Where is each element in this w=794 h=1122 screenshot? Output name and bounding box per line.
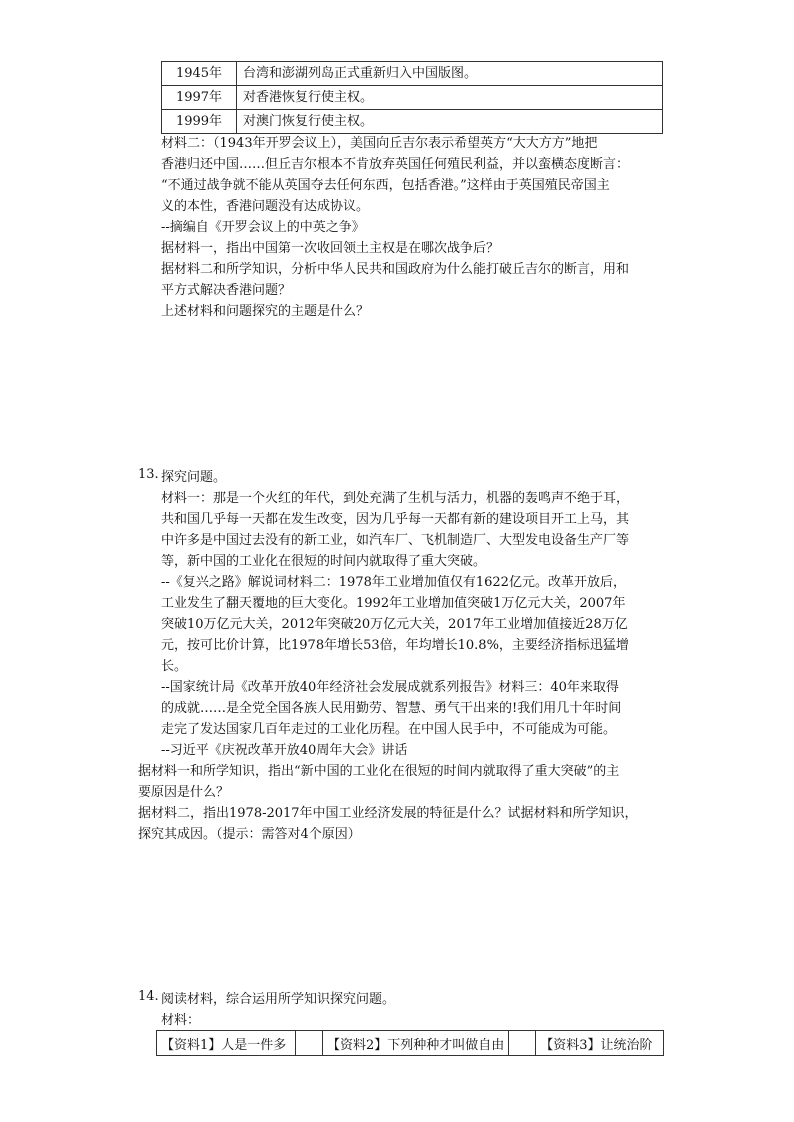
source-citation: --摘编自《开罗会议上的中英之争》 — [161, 220, 365, 235]
question-text: 要原因是什么？ — [138, 785, 230, 800]
text-line: 等，新中国的工业化在很短的时间内就取得了重大突破。 — [161, 554, 487, 569]
material-label: 材料： — [161, 1013, 201, 1028]
question-text: 据材料二，指出1978-2017年中国工业经济发展的特征是什么？试据材料和所学知识， — [138, 806, 638, 821]
question-text: 据材料一和所学知识，指出“新中国的工业化在很短的时间内就取得了重大突破”的主 — [138, 764, 620, 779]
resource-cell: 【资料2】下列种种才叫做自由 — [323, 1031, 509, 1056]
question-title: 探究问题。 — [161, 470, 227, 485]
question-13-prompts — [138, 761, 668, 845]
spacer-cell — [509, 1031, 536, 1056]
table-row — [162, 62, 663, 86]
question-text: 据材料二和所学知识，分析中华人民共和国政府为什么能打破丘吉尔的断言，用和 — [161, 262, 630, 277]
text-line: 香港归还中国……但丘吉尔根本不肯放弃英国任何殖民利益，并以蛮横态度断言： — [161, 157, 630, 172]
question-12-material — [161, 133, 671, 322]
question-text: 探究其成因。（提示：需答对4个原因） — [138, 827, 361, 842]
event-description: 对澳门恢复行使主权。 — [237, 110, 663, 134]
table-row — [162, 110, 663, 134]
text-line: 的成就……是全党全国各族人民用勤劳、智慧、勇气干出来的!我们用几十年时间 — [161, 701, 622, 716]
text-line: 共和国几乎每一天都在发生改变，因为几乎每一天都有新的建设项目开工上马，其 — [161, 512, 630, 527]
event-year: 1999年 — [162, 110, 237, 134]
table-row — [162, 86, 663, 110]
text-line: --国家统计局《改革开放40年经济社会发展成就系列报告》材料三：40年来取得 — [161, 680, 619, 695]
source-citation: --习近平《庆祝改革开放40周年大会》讲话 — [161, 743, 408, 758]
spacer-cell — [296, 1031, 323, 1056]
question-text: 据材料一，指出中国第一次收回领土主权是在哪次战争后？ — [161, 241, 500, 256]
question-14-number: 14. — [138, 989, 159, 1004]
text-line: 中许多是中国过去没有的新工业，如汽车厂、飞机制造厂、大型发电设备生产厂等 — [161, 533, 630, 548]
question-13-number: 13. — [138, 467, 159, 482]
event-description: 台湾和澎湖列岛正式重新归入中国版图。 — [237, 62, 663, 86]
question-13 — [161, 467, 671, 761]
question-title: 阅读材料，综合运用所学知识探究问题。 — [161, 992, 396, 1007]
text-line: “不通过战争就不能从英国夺去任何东西，包括香港。”这样由于英国殖民帝国主 — [161, 178, 610, 193]
text-line: 工业发生了翻天覆地的巨大变化。1992年工业增加值突破1万亿元大关，2007年 — [161, 596, 626, 611]
event-year: 1997年 — [162, 86, 237, 110]
question-text: 上述材料和问题探究的主题是什么？ — [161, 304, 370, 319]
table-row — [157, 1031, 664, 1056]
text-line: 材料一：那是一个火红的年代，到处充满了生机与活力，机器的轰鸣声不绝于耳， — [161, 491, 630, 506]
event-year: 1945年 — [162, 62, 237, 86]
text-line: 义的本性，香港问题没有达成协议。 — [161, 199, 370, 214]
text-line: 长。 — [161, 659, 188, 674]
resource-cell: 【资料3】让统治阶 — [536, 1031, 664, 1056]
history-events-table — [161, 61, 663, 134]
text-line: --《复兴之路》解说词材料二：1978年工业增加值仅有1622亿元。改革开放后， — [161, 575, 626, 590]
question-14 — [161, 989, 671, 1031]
resource-cell: 【资料1】人是一件多 — [157, 1031, 296, 1056]
text-line: 突破10万亿元大关，2012年突破20万亿元大关，2017年工业增加值接近28万亿 — [161, 617, 628, 632]
text-line: 材料二：（1943年开罗会议上），美国向丘吉尔表示希望英方“大大方方”地把 — [161, 136, 598, 151]
text-line: 元，按可比价计算，比1978年增长53倍，年均增长10.8%，主要经济指标迅猛增 — [161, 638, 629, 653]
text-line: 走完了发达国家几百年走过的工业化历程。在中国人民手中，不可能成为可能。 — [161, 722, 617, 737]
question-text: 平方式解决香港问题？ — [161, 283, 292, 298]
event-description: 对香港恢复行使主权。 — [237, 86, 663, 110]
resources-table — [156, 1030, 664, 1056]
